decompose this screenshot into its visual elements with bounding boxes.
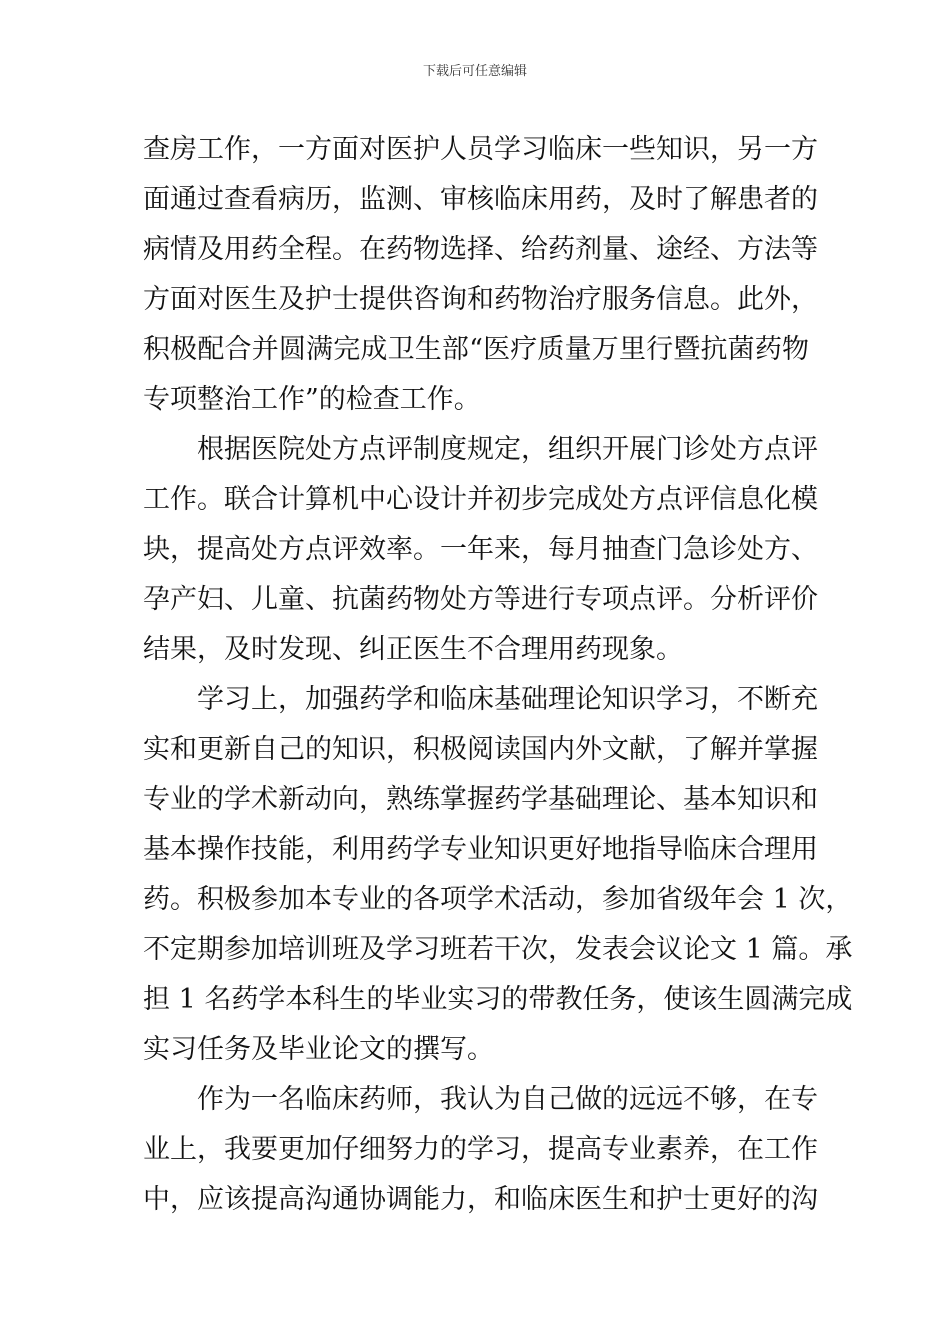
page-header: 下载后可任意编辑 (422, 64, 527, 79)
text-line: 专项整治工作”的检查工作。 (143, 384, 481, 415)
text-line: 块，提高处方点评效率。一年来，每月抽查门急诊处方、 (143, 534, 818, 565)
text-line: 药。积极参加本专业的各项学术活动，参加省级年会 1 次， (143, 884, 853, 915)
text-line: 面通过查看病历，监测、审核临床用药，及时了解患者的 (143, 184, 818, 215)
text-line: 中，应该提高沟通协调能力，和临床医生和护士更好的沟 (143, 1184, 818, 1215)
text-line: 根据医院处方点评制度规定，组织开展门诊处方点评 (197, 434, 818, 465)
text-line: 学习上，加强药学和临床基础理论知识学习，不断充 (197, 684, 818, 715)
text-line: 作为一名临床药师，我认为自己做的远远不够，在专 (197, 1084, 818, 1115)
text-line: 方面对医生及护士提供咨询和药物治疗服务信息。此外， (143, 284, 818, 315)
text-line: 业上，我要更加仔细努力的学习，提高专业素养，在工作 (143, 1134, 818, 1165)
text-line: 孕产妇、儿童、抗菌药物处方等进行专项点评。分析评价 (143, 584, 818, 615)
document-body (143, 125, 853, 1225)
text-line: 积极配合并圆满完成卫生部“医疗质量万里行暨抗菌药物 (143, 334, 809, 365)
text-line: 担 1 名药学本科生的毕业实习的带教任务，使该生圆满完成 (143, 984, 853, 1015)
text-line: 结果，及时发现、纠正医生不合理用药现象。 (143, 634, 683, 665)
text-line: 查房工作，一方面对医护人员学习临床一些知识，另一方 (143, 134, 818, 165)
text-line: 实习任务及毕业论文的撰写。 (143, 1034, 494, 1065)
text-line: 专业的学术新动向，熟练掌握药学基础理论、基本知识和 (143, 784, 818, 815)
text-line: 病情及用药全程。在药物选择、给药剂量、途经、方法等 (143, 234, 818, 265)
text-line: 工作。联合计算机中心设计并初步完成处方点评信息化模 (143, 484, 818, 515)
text-line: 实和更新自己的知识，积极阅读国内外文献，了解并掌握 (143, 734, 818, 765)
text-line: 不定期参加培训班及学习班若干次，发表会议论文 1 篇。承 (143, 934, 853, 965)
text-line: 基本操作技能，利用药学专业知识更好地指导临床合理用 (143, 834, 818, 865)
